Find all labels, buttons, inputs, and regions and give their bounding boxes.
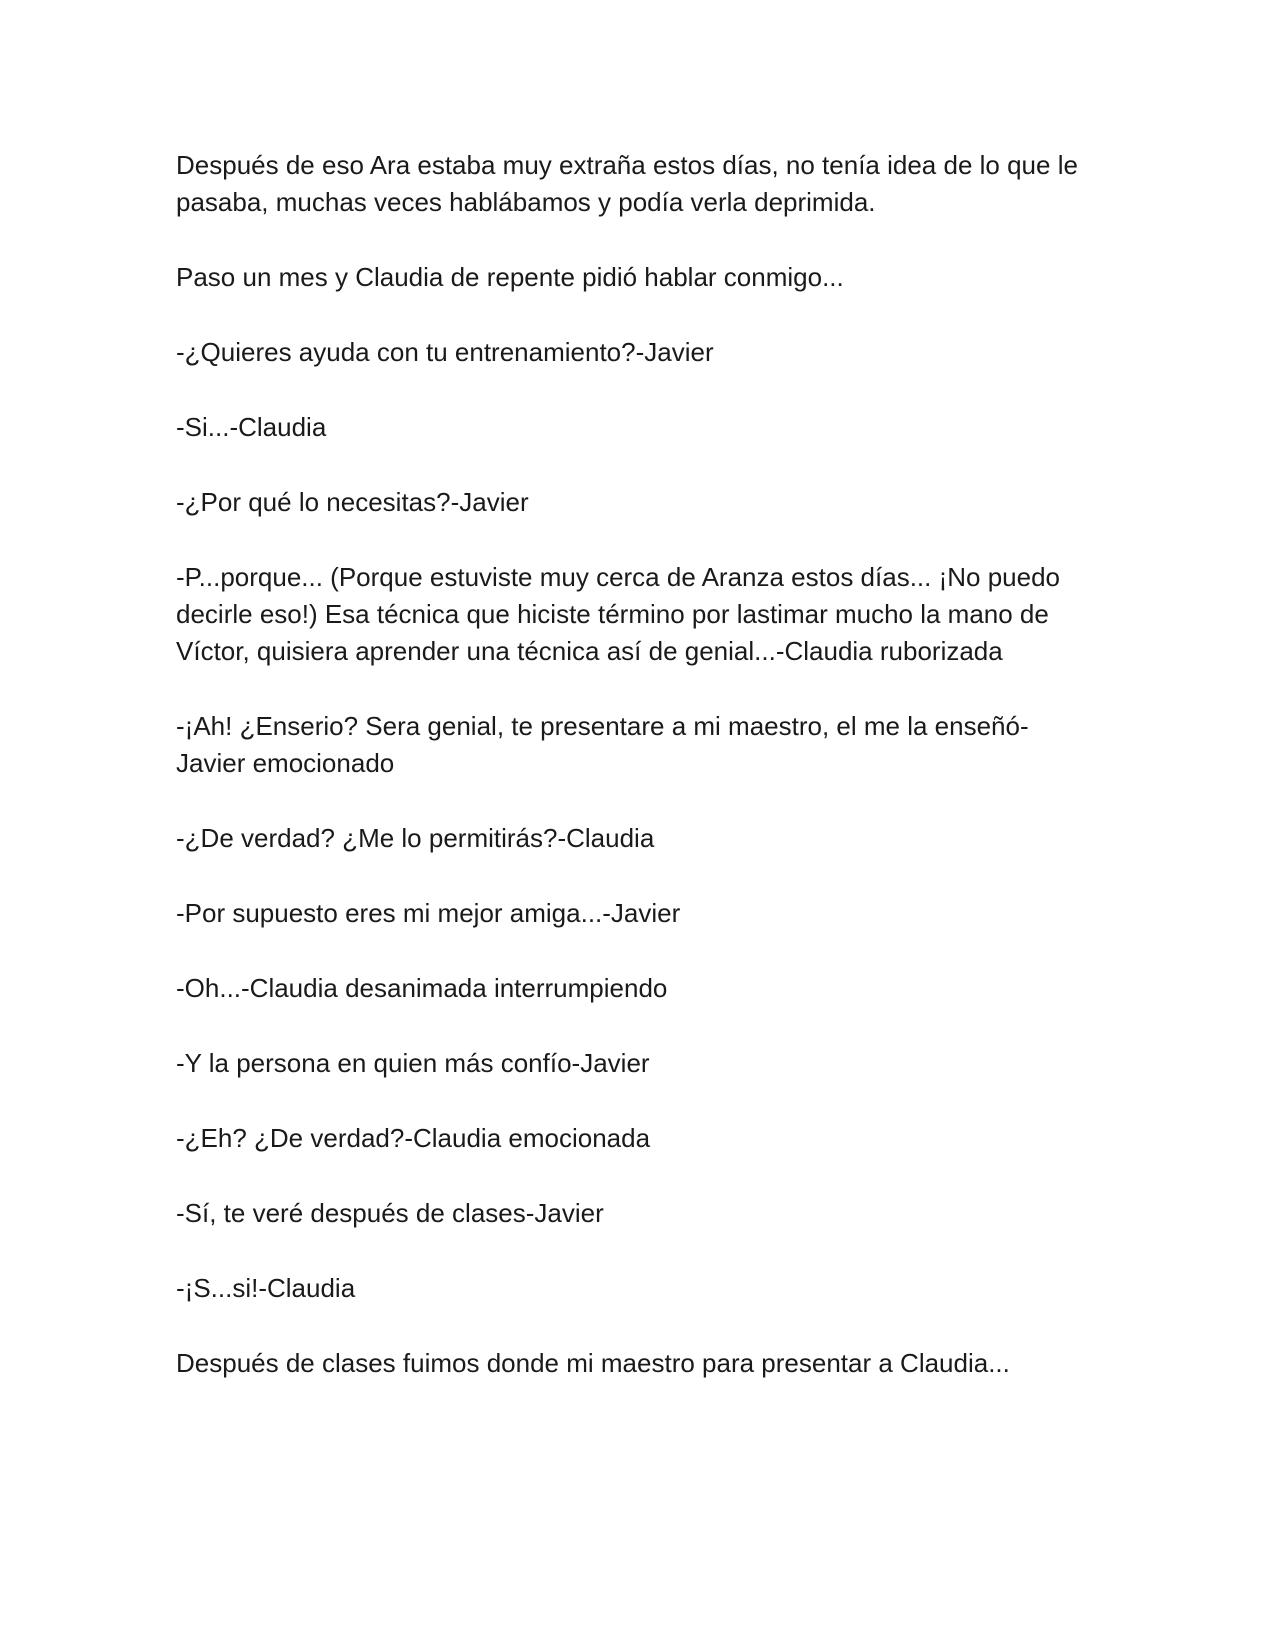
dialogue-line: -Y la persona en quien más confío-Javier (176, 1048, 650, 1078)
dialogue-line: -¡S...si!-Claudia (176, 1273, 356, 1303)
dialogue-line: -Sí, te veré después de clases-Javier (176, 1198, 604, 1228)
dialogue-line: -Por supuesto eres mi mejor amiga...-Javier (176, 898, 681, 928)
dialogue-line: -Oh...-Claudia desanimada interrumpiendo (176, 973, 668, 1003)
dialogue-line: -¡Ah! ¿Enserio? Sera genial, te presentare a mi maestro, el me la enseñó-Javier emocionado (176, 711, 1029, 778)
document-body (176, 147, 1096, 1420)
narration-paragraph: Después de clases fuimos donde mi maestro para presentar a Claudia... (176, 1348, 1010, 1378)
dialogue-line: -¿De verdad? ¿Me lo permitirás?-Claudia (176, 823, 655, 853)
dialogue-line: -¿Eh? ¿De verdad?-Claudia emocionada (176, 1123, 651, 1153)
narration-paragraph: Después de eso Ara estaba muy extraña estos días, no tenía idea de lo que le pasaba, muchas veces hablábamos y podía verla deprimida. (176, 150, 1078, 217)
dialogue-line: -Si...-Claudia (176, 412, 327, 442)
narration-paragraph: Paso un mes y Claudia de repente pidió hablar conmigo... (176, 262, 844, 292)
dialogue-line: -P...porque... (Porque estuviste muy cerca de Aranza estos días... ¡No puedo decirle eso!) Esa técnica que hiciste término por lastimar mucho la mano de Víctor, quisiera aprender una técnica así de genial...-Claudia ruborizada (176, 562, 1060, 666)
dialogue-line: -¿Quieres ayuda con tu entrenamiento?-Javier (176, 337, 714, 367)
dialogue-line: -¿Por qué lo necesitas?-Javier (176, 487, 529, 517)
